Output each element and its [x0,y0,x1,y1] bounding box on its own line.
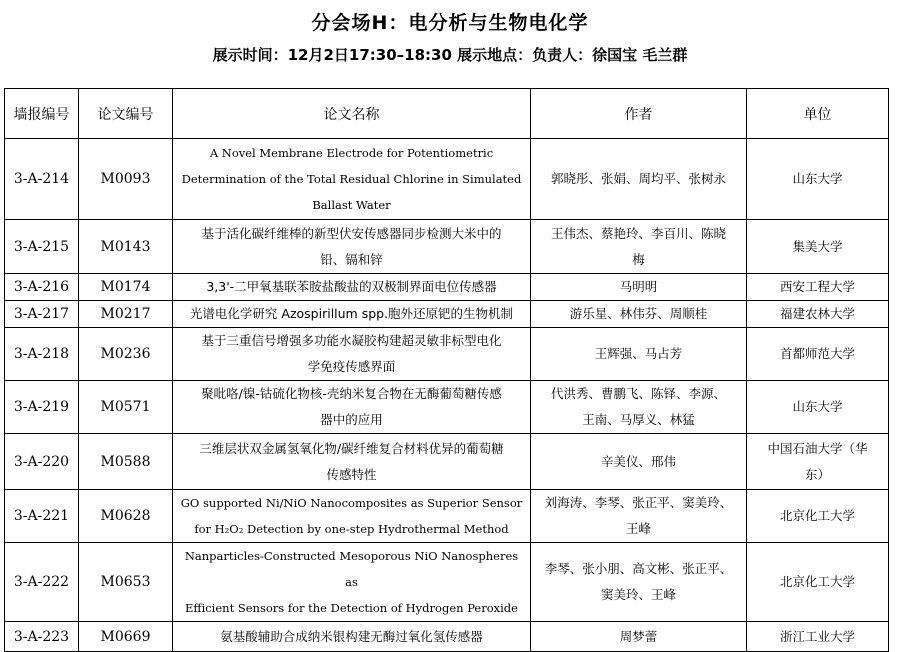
institution-line: 首都师范大学 [779,346,855,361]
paper-title-cell [173,543,531,622]
paper-title-cell [173,220,531,274]
paper-id-cell: M0628 [79,490,173,543]
institution-cell [747,381,889,434]
authors-cell [531,301,747,328]
paper-id-cell: M0669 [79,622,173,652]
institution-line: 集美大学 [792,238,843,254]
paper-id-cell: M0588 [79,434,173,490]
authors-line: 周梦蕾 [619,628,658,644]
institution-cell [747,622,889,652]
paper-title-cell [173,274,531,301]
paper-title-line: 基于活化碳纤维棒的新型伏安传感器同步检测大米中的 [201,225,502,241]
institution-cell [747,543,889,622]
institution-cell [747,274,889,301]
institution-cell [747,490,889,543]
poster-id-cell: 3-A-223 [5,622,79,652]
poster-id-cell: 3-A-214 [5,139,79,220]
paper-title-line: Determination of the Total Residual Chlorine in Simulated [181,172,522,186]
authors-cell [531,220,747,274]
institution-cell [747,434,889,490]
authors-cell [531,543,747,622]
table-header-row [5,89,889,139]
paper-title-line: 三维层状双金属氢氧化物/碳纤维复合材料优异的葡萄糖 [199,440,504,456]
paper-title-line: 铅、镉和锌 [320,251,383,267]
paper-id-cell: M0174 [79,274,173,301]
paper-title-line: 聚吡咯/镍-钴硫化物核-壳纳米复合物在无酶葡萄糖传感 [201,386,502,401]
paper-title-line: 传感特性 [326,466,377,482]
authors-line: 王伟杰、蔡艳玲、李百川、陈晓 [550,225,726,241]
table-row [5,622,889,652]
poster-id-cell: 3-A-218 [5,328,79,381]
authors-line: 游乐星、林伟芬、周顺桂 [569,306,708,321]
paper-title-line: Ballast Water [312,198,391,212]
paper-title-line: Nanparticles-Constructed Mesoporous NiO Nanospheres as [184,549,519,589]
paper-title-line: A Novel Membrane Electrode for Potentiometric [209,146,494,160]
header-authors: 作者 [531,89,747,139]
institution-cell [747,328,889,381]
institution-line: 福建农林大学 [779,306,855,321]
authors-line: 代洪秀、曹鹏飞、陈铎、李源、 [550,386,726,401]
authors-line: 李琴、张小朋、高文彬、张正平、 [544,561,733,576]
authors-line: 辛美仪、邢伟 [600,453,676,469]
paper-id-cell: M0653 [79,543,173,622]
table-row [5,328,889,381]
paper-title-cell [173,381,531,434]
institution-cell [747,301,889,328]
poster-id-cell: 3-A-215 [5,220,79,274]
poster-id-cell: 3-A-220 [5,434,79,490]
poster-id-cell: 3-A-216 [5,274,79,301]
paper-title-line: Efficient Sensors for the Detection of Hydrogen Peroxide [185,601,518,615]
institution-cell [747,139,889,220]
header-paper-id: 论文编号 [79,89,173,139]
paper-title-cell [173,434,531,490]
authors-cell [531,274,747,301]
page-subtitle: 展示时间：12月2日17:30–18:30 展示地点：负责人：徐国宝 毛兰群 [212,46,688,64]
table-row [5,139,889,220]
authors-line: 梅 [632,251,645,267]
poster-id-cell: 3-A-222 [5,543,79,622]
authors-line: 郭晓彤、张娟、周均平、张树永 [550,171,726,186]
authors-cell [531,434,747,490]
poster-table [4,88,889,652]
paper-title-cell [173,328,531,381]
institution-line: 山东大学 [792,171,843,186]
institution-line: 北京化工大学 [779,574,855,589]
header-poster-id: 墙报编号 [5,89,79,139]
authors-line: 王峰 [625,521,651,536]
table-row [5,490,889,543]
header-paper-title: 论文名称 [173,89,531,139]
authors-cell [531,328,747,381]
authors-cell [531,622,747,652]
paper-title-cell [173,139,531,220]
institution-cell [747,220,889,274]
table-row [5,274,889,301]
paper-title-line: 器中的应用 [320,412,383,427]
authors-line: 王辉强、马占芳 [594,346,683,361]
table-body [5,139,889,652]
paper-title-line: 光谱电化学研究 Azospirillum spp.胞外还原钯的生物机制 [189,306,514,321]
authors-cell [531,381,747,434]
authors-cell [531,139,747,220]
paper-title-line: 学免疫传感界面 [307,359,396,374]
paper-title-line: 基于三重信号增强多功能水凝胶构建超灵敏非标型电化 [201,333,502,348]
poster-id-cell: 3-A-219 [5,381,79,434]
paper-title-line: 3,3'-二甲氧基联苯胺盐酸盐的双极制界面电位传感器 [206,279,497,294]
paper-id-cell: M0143 [79,220,173,274]
paper-id-cell: M0217 [79,301,173,328]
header-institution: 单位 [747,89,889,139]
institution-line: 浙江工业大学 [779,628,855,644]
poster-id-cell: 3-A-217 [5,301,79,328]
table-row [5,381,889,434]
institution-line: 北京化工大学 [779,508,855,523]
paper-title-line: GO supported Ni/NiO Nanocomposites as Superior Sensor [180,496,523,510]
paper-title-line: 氨基酸辅助合成纳米银构建无酶过氧化氢传感器 [220,628,483,644]
institution-line: 西安工程大学 [779,279,855,294]
institution-line: 山东大学 [792,399,843,414]
paper-id-cell: M0093 [79,139,173,220]
authors-line: 刘海涛、李琴、张正平、窦美玲、 [544,495,733,510]
poster-id-cell: 3-A-221 [5,490,79,543]
page-title: 分会场H：电分析与生物电化学 [311,12,589,34]
authors-line: 窦美玲、王峰 [600,587,676,602]
institution-line: 中国石油大学（华 [767,440,868,456]
table-row [5,543,889,622]
table-row [5,220,889,274]
table-row [5,301,889,328]
paper-title-cell [173,490,531,543]
institution-line: 东） [804,466,830,482]
table-row [5,434,889,490]
paper-id-cell: M0236 [79,328,173,381]
authors-line: 王南、马厚义、林猛 [582,412,695,427]
authors-line: 马明明 [619,279,658,294]
paper-title-cell [173,622,531,652]
authors-cell [531,490,747,543]
paper-id-cell: M0571 [79,381,173,434]
paper-title-line: for H₂O₂ Detection by one-step Hydrothermal Method [194,522,509,536]
paper-title-cell [173,301,531,328]
